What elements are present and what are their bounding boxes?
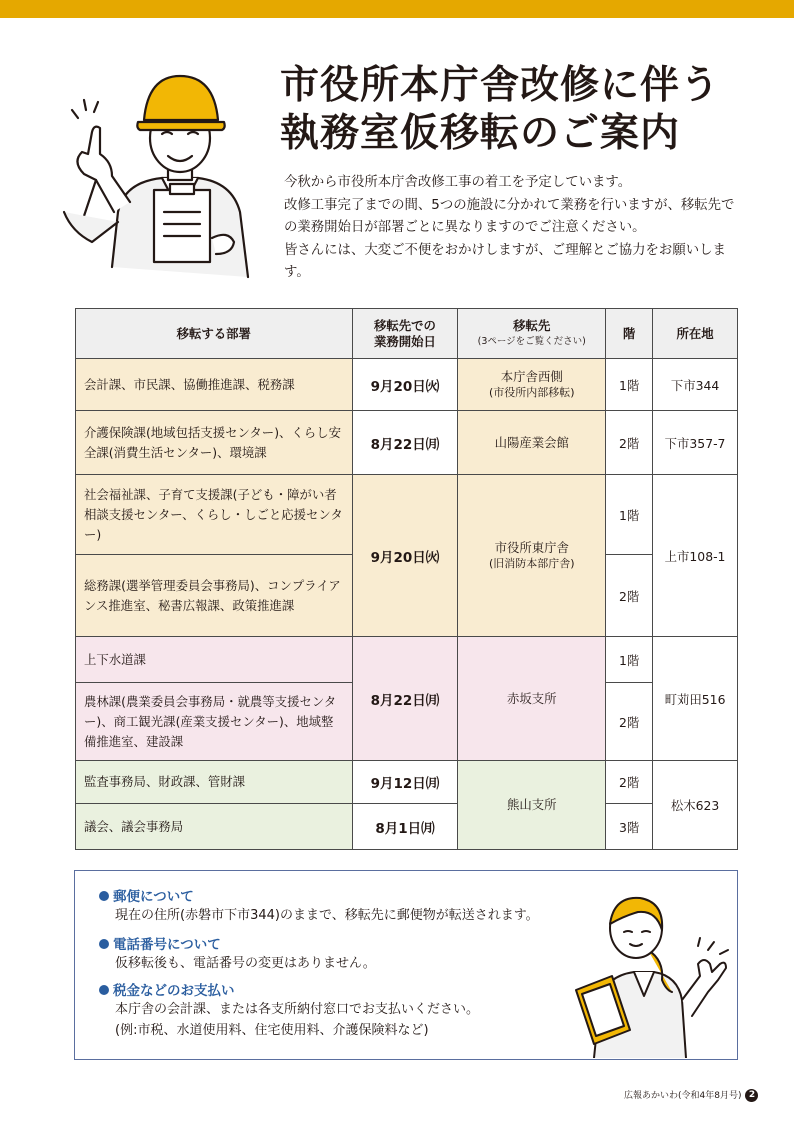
row3-address: 上市108-1 [653, 475, 738, 637]
header-dest-sub: (3ページをご覧ください) [477, 335, 586, 347]
row2-date: 8月22日㈪ [352, 411, 458, 475]
table-header-row [76, 309, 738, 359]
table-row [76, 637, 738, 683]
bullet-dot-icon [99, 985, 109, 995]
row8-date: 8月1日㈪ [352, 804, 458, 850]
table-row [76, 804, 738, 850]
row3-dest-name: 市役所東庁舎 [494, 539, 569, 555]
row4-floor: 2階 [606, 555, 653, 637]
title-line-1: 市役所本庁舎改修に伴う [280, 63, 721, 108]
notice-mail [99, 885, 539, 926]
notice-tax-body-2: (例:市税、水道使用料、住宅使用料、介護保険料など) [115, 1023, 429, 1038]
row7-dept: 監査事務局、財政課、管財課 [76, 761, 353, 804]
construction-worker-illustration [52, 62, 272, 280]
header-dept: 移転する部署 [76, 309, 353, 359]
notice-phone-heading: 電話番号について [113, 937, 221, 953]
intro-text [284, 172, 744, 285]
row7-date: 9月12日㈪ [352, 761, 458, 804]
table-row [76, 761, 738, 804]
top-color-bar [0, 0, 794, 18]
title-line-2: 執務室仮移転のご案内 [280, 111, 681, 156]
header-floor: 階 [606, 309, 653, 359]
row1-dept: 会計課、市民課、協働推進課、税務課 [76, 359, 353, 411]
row5-address: 町苅田516 [653, 637, 738, 761]
page-footer [624, 1088, 758, 1102]
header-address: 所在地 [653, 309, 738, 359]
row1-date: 9月20日㈫ [352, 359, 458, 411]
row3-date: 9月20日㈫ [352, 475, 458, 637]
row3-floor: 1階 [606, 475, 653, 555]
header-start-date [352, 309, 458, 359]
relocation-table [75, 308, 738, 850]
intro-paragraph-1: 今秋から市役所本庁舎改修工事の着工を予定しています。 [284, 175, 632, 190]
office-worker-illustration [568, 880, 733, 1058]
intro-paragraph-2: 改修工事完了までの間、5つの施設に分かれて業務を行いますが、移転先での業務開始日が部署ごとに異なりますのでご注意ください。 [284, 197, 735, 235]
row5-date: 8月22日㈪ [352, 637, 458, 761]
row5-floor: 1階 [606, 637, 653, 683]
row3-dept: 社会福祉課、子育て支援課(子ども・障がい者相談支援センター、くらし・しごと応援センター) [76, 475, 353, 555]
header-dest-label: 移転先 [513, 317, 551, 333]
row7-address: 松木623 [653, 761, 738, 850]
row2-address: 下市357-7 [653, 411, 738, 475]
row1-dest-name: 本庁舎西側 [500, 368, 563, 384]
row4-dept: 総務課(選挙管理委員会事務局)、コンプライアンス推進室、秘書広報課、政策推進課 [76, 555, 353, 637]
row1-floor: 1階 [606, 359, 653, 411]
header-destination [458, 309, 606, 359]
page-number: 2 [745, 1089, 758, 1102]
table-row [76, 411, 738, 475]
row1-dest-sub: (市役所内部移転) [488, 385, 575, 399]
row3-destination [458, 475, 606, 637]
row5-dept: 上下水道課 [76, 637, 353, 683]
intro-paragraph-3: 皆さんには、大変ご不便をおかけしますが、ご理解とご協力をお願いします。 [284, 242, 726, 280]
notice-mail-body: 現在の住所(赤磐市下市344)のままで、移転先に郵便物が転送されます。 [115, 908, 539, 923]
bullet-dot-icon [99, 939, 109, 949]
row7-floor: 2階 [606, 761, 653, 804]
row8-floor: 3階 [606, 804, 653, 850]
bullet-dot-icon [99, 891, 109, 901]
row8-dept: 議会、議会事務局 [76, 804, 353, 850]
row2-destination: 山陽産業会館 [458, 411, 606, 475]
row5-destination: 赤坂支所 [458, 637, 606, 761]
notice-tax-heading: 税金などのお支払い [113, 983, 235, 999]
footer-text: 広報あかいわ(令和4年8月号) [624, 1091, 742, 1101]
row1-address: 下市344 [653, 359, 738, 411]
row2-dept: 介護保険課(地域包括支援センター)、くらし安全課(消費生活センター)、環境課 [76, 411, 353, 475]
row2-floor: 2階 [606, 411, 653, 475]
header-date-line-1: 移転先での [374, 317, 436, 333]
row7-destination: 熊山支所 [458, 761, 606, 850]
table-row [76, 359, 738, 411]
page-title [280, 62, 760, 158]
row1-destination [458, 359, 606, 411]
notice-phone-body: 仮移転後も、電話番号の変更はありません。 [115, 956, 376, 971]
notice-phone [99, 933, 376, 974]
table-row [76, 475, 738, 555]
notice-mail-heading: 郵便について [113, 889, 194, 905]
header-date-line-2: 業務開始日 [374, 333, 436, 349]
notice-tax-body-1: 本庁舎の会計課、または各支所納付窓口でお支払いください。 [115, 1002, 480, 1017]
notice-tax [99, 979, 479, 1041]
row6-dept: 農林課(農業委員会事務局・就農等支援センター)、商工観光課(産業支援センター)、地域整備推進室、建設課 [76, 683, 353, 761]
row3-dest-sub: (旧消防本部庁舎) [488, 556, 575, 570]
row6-floor: 2階 [606, 683, 653, 761]
